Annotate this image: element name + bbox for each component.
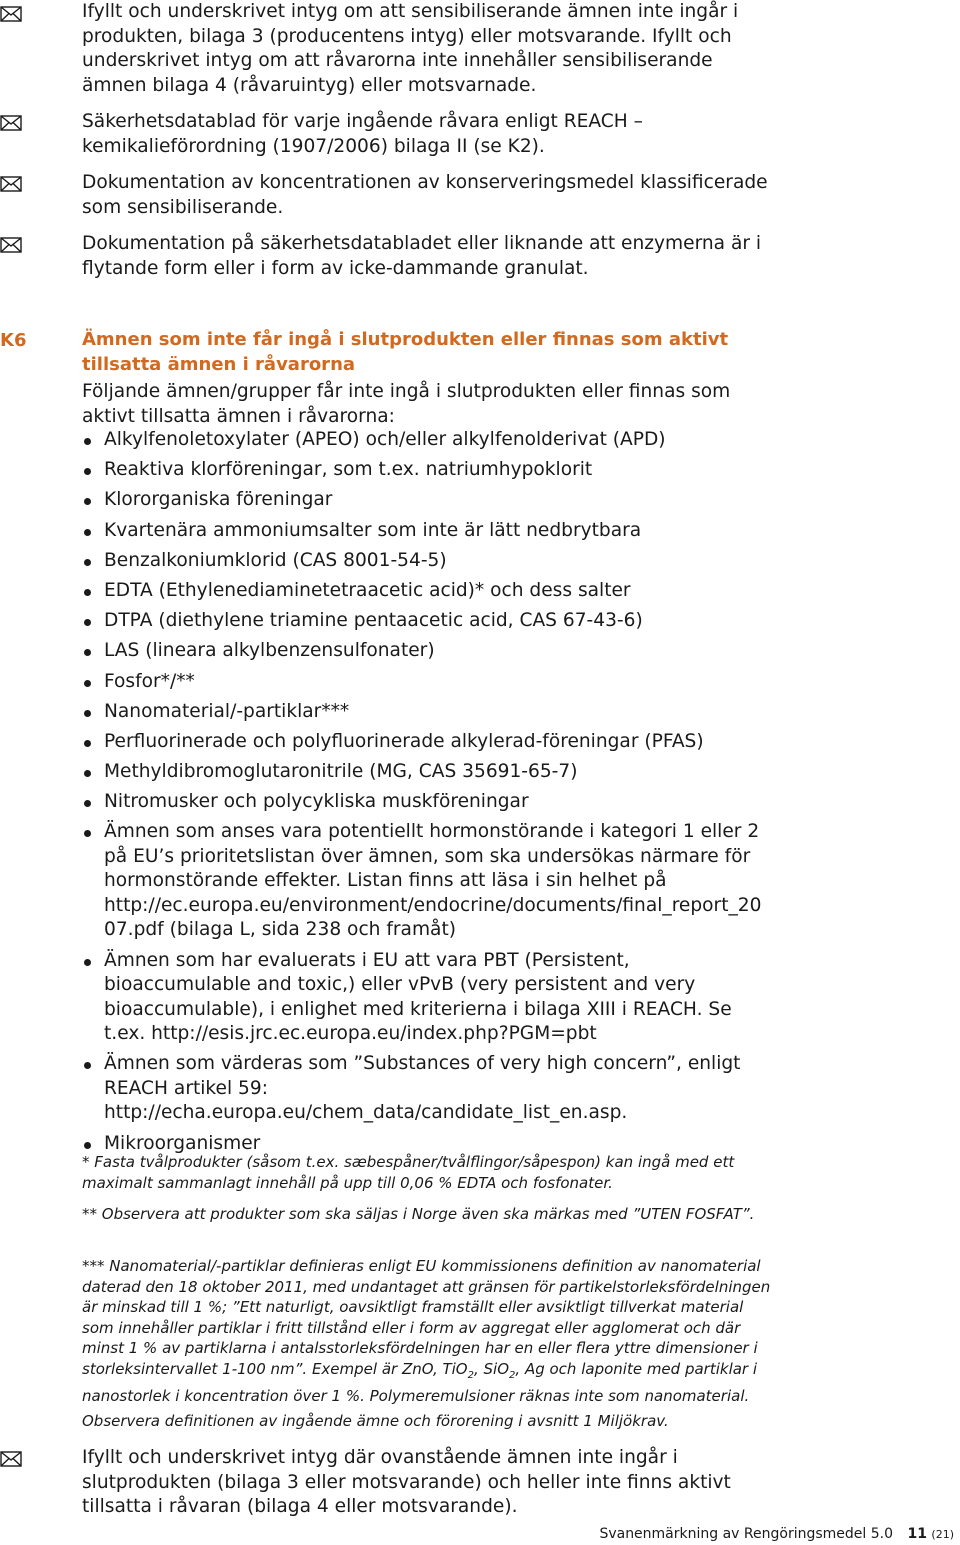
list-item: Alkylfenoletoxylater (APEO) och/eller alkylfenolderivat (APD) — [82, 428, 772, 453]
list-item: LAS (lineara alkylbenzensulfonater) — [82, 639, 772, 664]
footnote-definition: Observera definitionen av ingående ämne och förorening i avsnitt 1 Miljökrav. — [82, 1412, 669, 1430]
bullet-icon — [84, 589, 91, 596]
list-item: Klororganiska föreningar — [82, 488, 772, 513]
bullet-icon — [84, 710, 91, 717]
list-item: Fosfor*/** — [82, 670, 772, 695]
bullet-icon — [84, 770, 91, 777]
section-title: Ämnen som inte får ingå i slutprodukten eller finnas som aktivt tillsatta ämnen i råvarorna — [82, 329, 729, 375]
list-item: EDTA (Ethylenediaminetetraacetic acid)* och dess salter — [82, 579, 772, 604]
envelope-icon — [0, 1451, 22, 1467]
footnote-nanomaterial: *** Nanomaterial/-partiklar definieras enligt EU kommissionens definition av nanomaterial daterad den 18 oktober 2011, med undantaget att gränsen för partikelstorleksfördelningen är minskad till 1 %; ”Ett naturligt, oavsiktligt framställt eller avsiktligt tillverkat material som innehåller partiklar i fritt tillstånd eller i form av aggregat eller agglomerat och där minst 1 % av partiklarna i antalsstorleksfördelningen har en eller flera yttre dimensioner i storleksintervallet 1-100 nm”. Exempel är ZnO, TiO$_2$, SiO$_2$, Ag och laponite med partiklar i nanostorlek i koncentration över 1 %. Polymeremulsioner räknas inte som nanomaterial. — [82, 1257, 771, 1405]
bullet-icon — [84, 438, 91, 445]
list-item: Mikroorganismer — [82, 1132, 772, 1157]
bullet-icon — [84, 740, 91, 747]
list-item: Reaktiva klorföreningar, som t.ex. natriumhypoklorit — [82, 458, 772, 483]
envelope-icon — [0, 176, 22, 192]
page-total: (21) — [931, 1528, 954, 1541]
list-item: DTPA (diethylene triamine pentaacetic acid, CAS 67-43-6) — [82, 609, 772, 634]
list-item: Ämnen som värderas som ”Substances of very high concern”, enligt REACH artikel 59: http://echa.europa.eu/chem_data/candidate_list_en.asp. — [82, 1052, 772, 1126]
bullet-icon — [84, 529, 91, 536]
list-item: Benzalkoniumklorid (CAS 8001-54-5) — [82, 549, 772, 574]
envelope-icon — [0, 115, 22, 131]
list-item: Kvartenära ammoniumsalter som inte är lätt nedbrytbara — [82, 519, 772, 544]
list-item: Perfluorinerade och polyfluorinerade alkylerad-föreningar (PFAS) — [82, 730, 772, 755]
bullet-icon — [84, 619, 91, 626]
bullet-icon — [84, 959, 91, 966]
requirement-text: Ifyllt och underskrivet intyg om att sensibiliserande ämnen inte ingår i produkten, bilaga 3 (producentens intyg) eller motsvarande. Ifyllt och underskrivet intyg om att råvarorna inte innehåller sensibiliserande ämnen bilaga 4 (råvaruintyg) eller motsvarnade. — [82, 1, 739, 96]
requirement-text: Säkerhetsdatablad för varje ingående råvara enligt REACH – kemikalieförordning (1907/2006) bilaga II (se K2). — [82, 111, 643, 157]
requirement-text: Dokumentation av koncentrationen av konserveringsmedel klassificerade som sensibiliserande. — [82, 172, 768, 218]
section-intro: Följande ämnen/grupper får inte ingå i slutprodukten eller finnas som aktivt tillsatta ämnen i råvarorna: — [82, 381, 731, 427]
list-item: Methyldibromoglutaronitrile (MG, CAS 35691-65-7) — [82, 760, 772, 785]
list-item: Ämnen som har evaluerats i EU att vara PBT (Persistent, bioaccumulable and toxic,) eller vPvB (very persistent and very bioaccumulable), i enlighet med kriterierna i bilaga XIII i REACH. Se t.ex. http://esis.jrc.ec.europa.eu/index.php?PGM=pbt — [82, 949, 772, 1047]
footer-title: Svanenmärkning av Rengöringsmedel 5.0 — [599, 1526, 894, 1542]
list-item: Nitromusker och polycykliska muskföreningar — [82, 790, 772, 815]
list-item: Nanomaterial/-partiklar*** — [82, 700, 772, 725]
section-code: K6 — [0, 330, 27, 351]
envelope-icon — [0, 6, 22, 22]
page-footer — [599, 1526, 954, 1542]
bullet-icon — [84, 680, 91, 687]
envelope-icon — [0, 237, 22, 253]
bullet-icon — [84, 800, 91, 807]
bullet-icon — [84, 1142, 91, 1149]
bullet-icon — [84, 830, 91, 837]
bullet-icon — [84, 559, 91, 566]
banned-substances-list — [82, 428, 772, 1162]
footnote-edta: * Fasta tvålprodukter (såsom t.ex. sæbespåner/tvålflingor/såpespon) kan ingå med ett maximalt sammanlagt innehåll på upp till 0,06 % EDTA och fosfonater. — [82, 1153, 735, 1192]
requirement-text: Ifyllt och underskrivet intyg där ovanstående ämnen inte ingår i slutprodukten (bilaga 3 eller motsvarande) och heller inte finns aktivt tillsatta i råvaran (bilaga 4 eller motsvarande). — [82, 1447, 731, 1517]
bullet-icon — [84, 498, 91, 505]
bullet-icon — [84, 1062, 91, 1069]
bullet-icon — [84, 649, 91, 656]
page-number: 11 — [907, 1526, 927, 1542]
footnote-fosfat: ** Observera att produkter som ska säljas i Norge även ska märkas med ”UTEN FOSFAT”. — [82, 1205, 755, 1223]
requirement-text: Dokumentation på säkerhetsdatabladet eller liknande att enzymerna är i flytande form eller i form av icke-dammande granulat. — [82, 233, 762, 279]
list-item: Ämnen som anses vara potentiellt hormonstörande i kategori 1 eller 2 på EU’s prioritetslistan över ämnen, som ska undersökas närmare för hormonstörande effekter. Listan finns att läsa i sin helhet på http://ec.europa.eu/environment/endocrine/documents/final_report_2007.pdf (bilaga L, sida 238 och framåt) — [82, 820, 772, 943]
bullet-icon — [84, 468, 91, 475]
